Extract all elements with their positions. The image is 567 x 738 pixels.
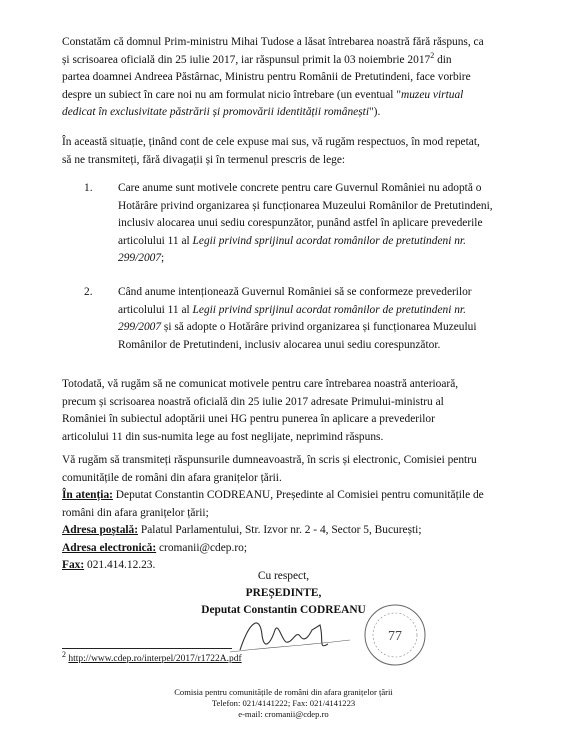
postal-address-value: Palatul Parlamentului, Str. Izvor nr. 2 - 4, Sector 5, București; — [138, 524, 422, 537]
item2-line-3-italic: 299/2007 — [118, 321, 162, 334]
official-stamp-icon — [362, 602, 428, 668]
closing: Cu respect, — [257, 570, 310, 582]
item1-line-5b: ; — [161, 252, 165, 265]
list-item-2 — [84, 284, 540, 354]
item2-line-2-italic: Legii privind sprijinul acordat românilor de pretutindeni nr. — [192, 303, 466, 316]
p3-line-4: articolului 11 din sus-numita lege au fost neglijate, neprimind răspuns. — [62, 430, 384, 443]
fax-label: Fax: — [62, 559, 85, 572]
p1-line-4a: despre un subiect în care noi nu am formulat nicio întrebare (un eventual " — [62, 88, 401, 101]
p1-line-5-italic: dedicat în exclusivitate păstrării și promovării identității românești — [62, 106, 369, 119]
paragraph-4 — [62, 452, 540, 487]
item2-line-3b: și să adopte o Hotărâre privind organizarea și funcționarea Muzeului — [161, 321, 477, 334]
stamp-number: 77 — [388, 629, 402, 644]
paragraph-3 — [62, 376, 540, 446]
item2-line-4: Românilor de Pretutindeni, inclusiv alocarea unui sediu corespunzător. — [118, 338, 441, 351]
list-item-number: 1. — [84, 182, 93, 194]
president-title: PREȘEDINTE, — [245, 587, 322, 599]
item1-line-1: Care anume sunt motivele concrete pentru care Guvernul României nu adoptă o — [118, 182, 482, 194]
p2-line-2: să ne transmiteți, fără divagații și în termenul prescris de lege: — [62, 153, 346, 166]
p1-line-1: Constatăm că domnul Prim-ministru Mihai Tudose a lăsat întrebarea noastră fără răspuns, ca — [62, 36, 484, 48]
item1-line-2: Hotărâre privind organizarea și funcționarea Muzeului Românilor de Pretutindeni, — [118, 199, 493, 212]
footnote-mark: 2 — [62, 649, 66, 659]
p1-line-4-italic: muzeu virtual — [400, 88, 464, 101]
list-item-body — [118, 180, 540, 268]
paragraph-1 — [62, 34, 540, 122]
p1-line-5b: "). — [369, 106, 381, 119]
p2-line-1: În această situație, ținând cont de cele expuse mai sus, vă rugăm respectuos, în mod repetat, — [62, 136, 480, 148]
email-label: Adresa electronică: — [62, 541, 157, 554]
footer-line-1: Comisia pentru comunitățile de români din afara granițelor țării — [174, 687, 393, 697]
footer-line-3: e-mail: cromanii@cdep.ro — [238, 709, 329, 719]
footnote — [62, 649, 242, 664]
p4-line-2: comunitățile de români din afara granițelor țării. — [62, 471, 282, 484]
p1-line-2a: și scrisoarea oficială din 25 iulie 2017, iar răspunsul primit la 03 noiembrie 2017 — [62, 53, 431, 66]
list-item-number: 2. — [84, 286, 93, 298]
item1-line-4a: articolului 11 al — [118, 234, 193, 247]
footnote-separator — [62, 648, 232, 649]
paragraph-2 — [62, 134, 540, 169]
signatory-name: Deputat Constantin CODREANU — [201, 604, 366, 616]
attention-label: În atenția: — [62, 489, 113, 501]
fax-value: 021.414.12.23. — [84, 559, 156, 572]
p1-line-2b: din — [434, 53, 452, 66]
footnote-ref: 2 — [430, 50, 435, 60]
p3-line-1: Totodată, vă rugăm să ne comunicat motivele pentru care întrebarea noastră anterioară, — [62, 378, 459, 390]
item1-line-5-italic: 299/2007 — [118, 252, 162, 265]
p4-line-1: Vă rugăm să transmiteți răspunsurile dumneavoastră, în scris și electronic, Comisiei pentru — [62, 454, 477, 466]
item2-line-2a: articolului 11 al — [118, 303, 193, 316]
attention-value: Deputat Constantin CODREANU, Președinte al Comisiei pentru comunitățile de — [112, 489, 484, 501]
footer-line-2: Telefon: 021/4141222; Fax: 021/4141223 — [211, 698, 356, 708]
list-item-body — [118, 284, 540, 354]
email-value: cromanii@cdep.ro; — [156, 541, 247, 554]
p1-line-3: partea doamnei Andreea Păstârnac, Ministru pentru Românii de Pretutindeni, face vorbire — [62, 71, 471, 84]
p3-line-2: precum și scrisoarea noastră oficială din 25 iulie 2017 adresate Primului-ministru al — [62, 395, 444, 408]
p3-line-3: României în subiectul adoptării unei HG pentru punerea în aplicare a prevederilor — [62, 413, 435, 426]
item2-line-1: Când anume intenționează Guvernul României să se conformeze prevederilor — [118, 286, 472, 298]
attention-value-2: români din afara granițelor țării; — [62, 506, 209, 519]
postal-address-label: Adresa poștală: — [62, 524, 139, 537]
item1-line-3: inclusiv alocarea unui sediu corespunzător, punând astfel în aplicare prevederile — [118, 217, 483, 230]
list-item-1 — [84, 180, 540, 268]
footnote-link[interactable]: http://www.cdep.ro/interpel/2017/r1722A.pdf — [68, 654, 242, 664]
item1-line-4-italic: Legii privind sprijinul acordat românilor de pretutindeni nr. — [192, 234, 466, 247]
contact-block — [62, 487, 484, 575]
